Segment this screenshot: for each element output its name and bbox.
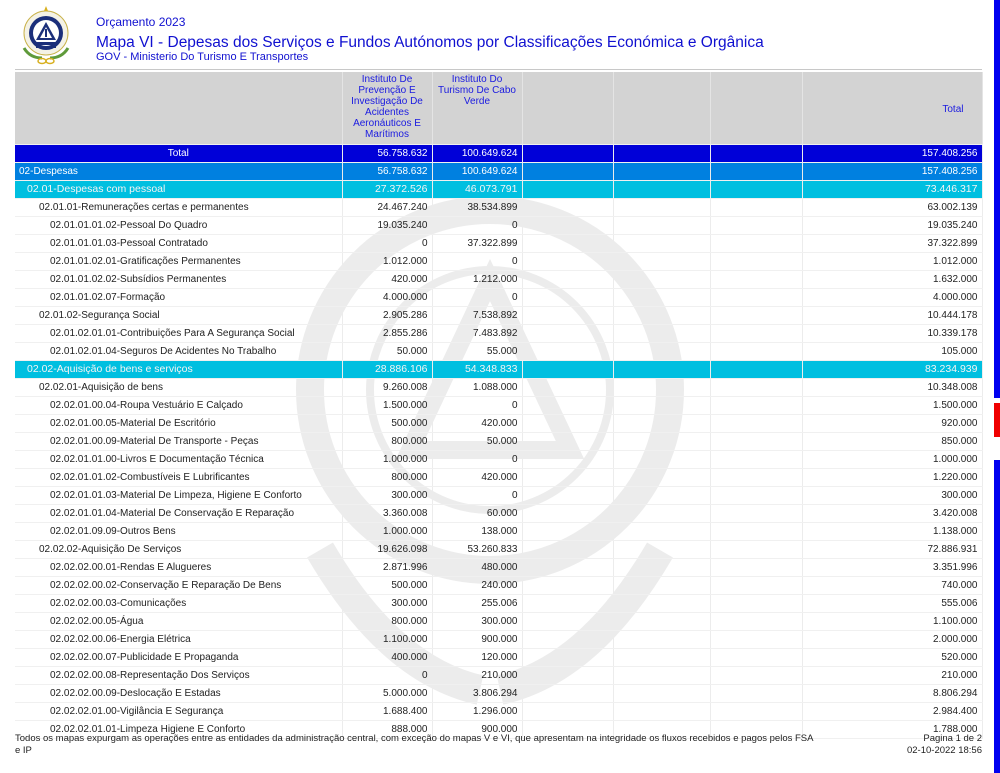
ministry-subtitle: GOV - Ministerio Do Turismo E Transportes: [96, 51, 309, 63]
row-value-empty-4: [613, 415, 710, 433]
row-value-turismo: 138.000: [432, 523, 522, 541]
row-value-total: 740.000: [802, 577, 982, 595]
row-value-ipiaam: 28.886.106: [342, 361, 432, 379]
row-label: 02.01.01.01.02-Pessoal Do Quadro: [15, 217, 342, 235]
row-value-empty-5: [710, 145, 802, 163]
row-label: 02.02.02-Aquisição De Serviços: [15, 541, 342, 559]
table-row: [15, 487, 982, 505]
row-value-empty-5: [710, 667, 802, 685]
row-value-empty-5: [710, 631, 802, 649]
row-label: 02.02.02.00.07-Publicidade E Propaganda: [15, 649, 342, 667]
row-label: 02.01.02.01.01-Contribuições Para A Segurança Social: [15, 325, 342, 343]
row-value-empty-5: [710, 199, 802, 217]
row-label: 02.02.01.01.00-Livros E Documentação Técnica: [15, 451, 342, 469]
generated-timestamp: 02-10-2022 18:56: [906, 745, 982, 756]
row-label: 02.02.01.01.04-Material De Conservação E Reparação: [15, 505, 342, 523]
row-value-ipiaam: 56.758.632: [342, 163, 432, 181]
row-value-turismo: 55.000: [432, 343, 522, 361]
row-value-total: 520.000: [802, 649, 982, 667]
row-value-turismo: 3.806.294: [432, 685, 522, 703]
row-value-empty-5: [710, 451, 802, 469]
row-value-empty-4: [613, 613, 710, 631]
table-row: [15, 613, 982, 631]
row-value-turismo: 54.348.833: [432, 361, 522, 379]
table-row: [15, 541, 982, 559]
table-row: [15, 523, 982, 541]
row-value-total: 8.806.294: [802, 685, 982, 703]
row-value-empty-3: [522, 145, 613, 163]
row-value-turismo: 420.000: [432, 469, 522, 487]
row-value-turismo: 0: [432, 397, 522, 415]
table-row: [15, 433, 982, 451]
row-label: 02.02.02.01.01-Limpeza Higiene E Conforto: [15, 721, 342, 739]
row-label: 02.02.01-Aquisição de bens: [15, 379, 342, 397]
row-value-ipiaam: 800.000: [342, 469, 432, 487]
column-header-empty-4: [613, 72, 710, 145]
row-value-ipiaam: 400.000: [342, 649, 432, 667]
row-value-ipiaam: 500.000: [342, 577, 432, 595]
row-value-turismo: 900.000: [432, 631, 522, 649]
row-value-ipiaam: 300.000: [342, 595, 432, 613]
row-value-empty-4: [613, 181, 710, 199]
row-value-empty-5: [710, 181, 802, 199]
row-value-empty-5: [710, 595, 802, 613]
row-value-empty-5: [710, 559, 802, 577]
row-value-ipiaam: 3.360.008: [342, 505, 432, 523]
row-value-ipiaam: 0: [342, 667, 432, 685]
row-value-ipiaam: 50.000: [342, 343, 432, 361]
row-value-empty-4: [613, 325, 710, 343]
row-value-total: 1.788.000: [802, 721, 982, 739]
table-row: [15, 577, 982, 595]
row-value-ipiaam: 4.000.000: [342, 289, 432, 307]
row-value-empty-5: [710, 523, 802, 541]
row-value-empty-5: [710, 433, 802, 451]
row-label: 02.02.02.00.01-Rendas E Alugueres: [15, 559, 342, 577]
row-value-total: 1.220.000: [802, 469, 982, 487]
row-value-ipiaam: 500.000: [342, 415, 432, 433]
row-value-empty-3: [522, 469, 613, 487]
row-value-turismo: 0: [432, 451, 522, 469]
row-value-ipiaam: 2.905.286: [342, 307, 432, 325]
row-value-total: 920.000: [802, 415, 982, 433]
row-value-empty-4: [613, 703, 710, 721]
table-row: [15, 379, 982, 397]
row-label: 02.01.01.02.07-Formação: [15, 289, 342, 307]
row-label: 02.02.02.01.00-Vigilância E Segurança: [15, 703, 342, 721]
row-value-empty-4: [613, 235, 710, 253]
column-header-empty-5: [710, 72, 802, 145]
row-value-empty-3: [522, 163, 613, 181]
edge-stripe-blue-bottom: [994, 460, 1000, 773]
table-row: [15, 235, 982, 253]
row-label: 02.01.01.02.02-Subsídios Permanentes: [15, 271, 342, 289]
row-value-turismo: 53.260.833: [432, 541, 522, 559]
row-value-total: 2.000.000: [802, 631, 982, 649]
row-value-empty-3: [522, 487, 613, 505]
coat-of-arms-logo-icon: [16, 4, 76, 66]
row-value-empty-3: [522, 307, 613, 325]
row-value-ipiaam: 1.000.000: [342, 523, 432, 541]
row-value-empty-3: [522, 541, 613, 559]
row-value-empty-3: [522, 703, 613, 721]
row-value-empty-4: [613, 271, 710, 289]
row-label: 02.01.02-Segurança Social: [15, 307, 342, 325]
row-value-ipiaam: 56.758.632: [342, 145, 432, 163]
row-label: 02.02.01.00.05-Material De Escritório: [15, 415, 342, 433]
header-divider: [15, 69, 982, 70]
table-row: [15, 181, 982, 199]
row-label: 02.02.02.00.03-Comunicações: [15, 595, 342, 613]
row-value-empty-3: [522, 523, 613, 541]
column-header-empty-3: [522, 72, 613, 145]
table-row: [15, 667, 982, 685]
row-value-ipiaam: 1.012.000: [342, 253, 432, 271]
row-value-ipiaam: 1.688.400: [342, 703, 432, 721]
row-value-ipiaam: 19.035.240: [342, 217, 432, 235]
page-number: Pagina 1 de 2: [923, 733, 982, 744]
row-value-turismo: 0: [432, 487, 522, 505]
row-value-empty-5: [710, 469, 802, 487]
row-value-empty-3: [522, 613, 613, 631]
row-value-empty-5: [710, 325, 802, 343]
table-row: [15, 199, 982, 217]
row-value-empty-3: [522, 181, 613, 199]
row-value-total: 157.408.256: [802, 145, 982, 163]
row-value-total: 3.420.008: [802, 505, 982, 523]
table-row: [15, 631, 982, 649]
row-value-empty-3: [522, 415, 613, 433]
column-header-total: Total: [802, 72, 982, 145]
row-value-empty-3: [522, 253, 613, 271]
row-value-total: 73.446.317: [802, 181, 982, 199]
row-value-empty-3: [522, 397, 613, 415]
row-value-empty-5: [710, 613, 802, 631]
row-value-empty-4: [613, 379, 710, 397]
row-value-turismo: 300.000: [432, 613, 522, 631]
row-value-turismo: 0: [432, 289, 522, 307]
table-row: [15, 271, 982, 289]
row-value-turismo: 1.296.000: [432, 703, 522, 721]
row-value-ipiaam: 300.000: [342, 487, 432, 505]
row-value-empty-3: [522, 325, 613, 343]
row-value-total: 10.348.008: [802, 379, 982, 397]
table-row: [15, 595, 982, 613]
table-row: [15, 217, 982, 235]
row-value-empty-4: [613, 541, 710, 559]
row-value-empty-4: [613, 307, 710, 325]
table-row: [15, 415, 982, 433]
row-value-empty-3: [522, 289, 613, 307]
table-row: [15, 163, 982, 181]
row-value-total: 157.408.256: [802, 163, 982, 181]
row-value-total: 1.632.000: [802, 271, 982, 289]
row-value-ipiaam: 9.260.008: [342, 379, 432, 397]
row-value-empty-4: [613, 595, 710, 613]
row-value-empty-3: [522, 379, 613, 397]
row-value-empty-3: [522, 361, 613, 379]
row-label: 02.02.01.01.02-Combustíveis E Lubrificantes: [15, 469, 342, 487]
row-value-ipiaam: 800.000: [342, 433, 432, 451]
row-value-empty-4: [613, 505, 710, 523]
row-value-total: 72.886.931: [802, 541, 982, 559]
row-value-turismo: 100.649.624: [432, 145, 522, 163]
row-value-turismo: 60.000: [432, 505, 522, 523]
row-value-empty-4: [613, 289, 710, 307]
row-value-empty-4: [613, 469, 710, 487]
row-value-empty-3: [522, 577, 613, 595]
row-value-empty-5: [710, 487, 802, 505]
row-value-turismo: 100.649.624: [432, 163, 522, 181]
row-label: 02.01.02.01.04-Seguros De Acidentes No Trabalho: [15, 343, 342, 361]
table-row: [15, 343, 982, 361]
row-value-empty-3: [522, 217, 613, 235]
row-value-empty-4: [613, 631, 710, 649]
edge-stripe-blue-top: [994, 0, 1000, 398]
row-value-empty-3: [522, 559, 613, 577]
row-value-empty-4: [613, 145, 710, 163]
row-label: 02-Despesas: [15, 163, 342, 181]
row-value-ipiaam: 420.000: [342, 271, 432, 289]
row-value-empty-5: [710, 505, 802, 523]
row-value-ipiaam: 1.100.000: [342, 631, 432, 649]
table-row: [15, 649, 982, 667]
row-value-empty-3: [522, 235, 613, 253]
row-label: 02.01.01.02.01-Gratificações Permanentes: [15, 253, 342, 271]
row-value-total: 1.012.000: [802, 253, 982, 271]
table-row: [15, 307, 982, 325]
row-value-empty-4: [613, 649, 710, 667]
row-value-empty-4: [613, 487, 710, 505]
footer-page-info: [907, 733, 982, 757]
row-value-empty-5: [710, 307, 802, 325]
table-row: [15, 685, 982, 703]
row-value-empty-3: [522, 505, 613, 523]
row-value-turismo: 480.000: [432, 559, 522, 577]
row-value-total: 1.138.000: [802, 523, 982, 541]
row-value-ipiaam: 19.626.098: [342, 541, 432, 559]
row-value-empty-3: [522, 451, 613, 469]
row-value-turismo: 1.088.000: [432, 379, 522, 397]
row-value-empty-5: [710, 163, 802, 181]
row-value-empty-3: [522, 649, 613, 667]
row-value-ipiaam: 1.500.000: [342, 397, 432, 415]
row-value-total: 300.000: [802, 487, 982, 505]
column-header-ipiaam: Instituto De Prevenção E Investigação De Acidentes Aeronáuticos E Marítimos: [342, 72, 432, 145]
row-value-total: 10.444.178: [802, 307, 982, 325]
table-header-row: [15, 72, 982, 145]
row-value-empty-3: [522, 433, 613, 451]
row-value-turismo: 0: [432, 253, 522, 271]
row-value-empty-5: [710, 415, 802, 433]
table-row: [15, 397, 982, 415]
row-value-total: 63.002.139: [802, 199, 982, 217]
row-value-total: 210.000: [802, 667, 982, 685]
row-value-turismo: 900.000: [432, 721, 522, 739]
row-value-ipiaam: 0: [342, 235, 432, 253]
footer-note: Todos os mapas expurgam as operações entre as entidades da administração central, com exceção do mapas V e VI, que apresentam na integridade os fluxos recebidos e pagos pelos FSA e IP: [15, 733, 813, 756]
edge-stripe-red: [994, 403, 1000, 437]
row-value-total: 19.035.240: [802, 217, 982, 235]
row-value-empty-4: [613, 397, 710, 415]
row-value-turismo: 38.534.899: [432, 199, 522, 217]
row-label: 02.01.01.01.03-Pessoal Contratado: [15, 235, 342, 253]
row-value-ipiaam: 888.000: [342, 721, 432, 739]
row-value-empty-4: [613, 667, 710, 685]
row-value-turismo: 46.073.791: [432, 181, 522, 199]
row-value-empty-4: [613, 577, 710, 595]
row-value-total: 83.234.939: [802, 361, 982, 379]
row-value-total: 3.351.996: [802, 559, 982, 577]
table-row: [15, 703, 982, 721]
table-row: [15, 253, 982, 271]
table-row: [15, 469, 982, 487]
row-value-turismo: 210.000: [432, 667, 522, 685]
row-value-ipiaam: 5.000.000: [342, 685, 432, 703]
row-value-empty-3: [522, 667, 613, 685]
row-label: 02.02.02.00.02-Conservação E Reparação De Bens: [15, 577, 342, 595]
row-value-total: 1.500.000: [802, 397, 982, 415]
row-value-empty-5: [710, 649, 802, 667]
table-body: [15, 145, 982, 739]
row-value-empty-3: [522, 631, 613, 649]
report-title: Mapa VI - Depesas dos Serviços e Fundos Autónomos por Classificações Económica e Orgânica: [96, 34, 764, 51]
row-value-ipiaam: 2.871.996: [342, 559, 432, 577]
row-value-empty-4: [613, 343, 710, 361]
row-value-empty-5: [710, 361, 802, 379]
table-row: [15, 361, 982, 379]
row-value-empty-4: [613, 199, 710, 217]
row-value-empty-5: [710, 541, 802, 559]
table-row: [15, 289, 982, 307]
row-value-empty-3: [522, 271, 613, 289]
column-header-turismo: Instituto Do Turismo De Cabo Verde: [432, 72, 522, 145]
row-value-turismo: 420.000: [432, 415, 522, 433]
row-value-turismo: 0: [432, 217, 522, 235]
table-total-row: [15, 145, 982, 163]
row-value-total: 850.000: [802, 433, 982, 451]
row-value-total: 4.000.000: [802, 289, 982, 307]
row-value-total: 1.000.000: [802, 451, 982, 469]
row-value-ipiaam: 24.467.240: [342, 199, 432, 217]
row-value-ipiaam: 1.000.000: [342, 451, 432, 469]
row-value-empty-5: [710, 577, 802, 595]
table-row: [15, 451, 982, 469]
row-value-turismo: 120.000: [432, 649, 522, 667]
row-label: 02.02-Aquisição de bens e serviços: [15, 361, 342, 379]
row-label: Total: [15, 145, 342, 163]
row-value-empty-4: [613, 163, 710, 181]
row-value-empty-5: [710, 289, 802, 307]
row-value-empty-5: [710, 397, 802, 415]
row-label: 02.01.01-Remunerações certas e permanentes: [15, 199, 342, 217]
row-value-total: 37.322.899: [802, 235, 982, 253]
row-label: 02.02.02.00.05-Água: [15, 613, 342, 631]
row-value-turismo: 1.212.000: [432, 271, 522, 289]
row-value-empty-5: [710, 217, 802, 235]
row-value-empty-5: [710, 253, 802, 271]
row-value-turismo: 50.000: [432, 433, 522, 451]
row-value-empty-3: [522, 595, 613, 613]
row-value-empty-4: [613, 217, 710, 235]
table-row: [15, 325, 982, 343]
budget-table: [15, 72, 983, 739]
row-value-ipiaam: 27.372.526: [342, 181, 432, 199]
row-value-total: 2.984.400: [802, 703, 982, 721]
row-value-turismo: 37.322.899: [432, 235, 522, 253]
row-value-total: 105.000: [802, 343, 982, 361]
row-label: 02.02.02.00.06-Energia Elétrica: [15, 631, 342, 649]
row-value-empty-3: [522, 343, 613, 361]
row-label: 02.02.02.00.08-Representação Dos Serviços: [15, 667, 342, 685]
row-label: 02.02.02.00.09-Deslocação E Estadas: [15, 685, 342, 703]
row-value-ipiaam: 2.855.286: [342, 325, 432, 343]
row-value-total: 10.339.178: [802, 325, 982, 343]
row-value-empty-4: [613, 253, 710, 271]
row-value-empty-5: [710, 271, 802, 289]
row-value-empty-4: [613, 523, 710, 541]
row-value-ipiaam: 800.000: [342, 613, 432, 631]
row-value-empty-4: [613, 559, 710, 577]
column-header-classification: [15, 72, 342, 145]
row-value-turismo: 255.006: [432, 595, 522, 613]
row-label: 02.01-Despesas com pessoal: [15, 181, 342, 199]
row-value-turismo: 240.000: [432, 577, 522, 595]
row-label: 02.02.01.00.04-Roupa Vestuário E Calçado: [15, 397, 342, 415]
row-value-empty-5: [710, 343, 802, 361]
table-row: [15, 505, 982, 523]
row-label: 02.02.01.00.09-Material De Transporte - Peças: [15, 433, 342, 451]
row-value-empty-5: [710, 685, 802, 703]
row-value-turismo: 7.483.892: [432, 325, 522, 343]
row-value-empty-4: [613, 451, 710, 469]
row-value-empty-4: [613, 433, 710, 451]
row-value-empty-5: [710, 235, 802, 253]
row-value-total: 555.006: [802, 595, 982, 613]
row-value-empty-4: [613, 685, 710, 703]
row-value-empty-3: [522, 199, 613, 217]
row-label: 02.02.01.09.09-Outros Bens: [15, 523, 342, 541]
row-value-total: 1.100.000: [802, 613, 982, 631]
row-value-empty-5: [710, 379, 802, 397]
budget-year-label: Orçamento 2023: [96, 15, 186, 29]
table-row: [15, 559, 982, 577]
row-value-empty-4: [613, 361, 710, 379]
row-value-empty-3: [522, 685, 613, 703]
row-value-empty-5: [710, 703, 802, 721]
row-label: 02.02.01.01.03-Material De Limpeza, Higiene E Conforto: [15, 487, 342, 505]
row-value-turismo: 7.538.892: [432, 307, 522, 325]
